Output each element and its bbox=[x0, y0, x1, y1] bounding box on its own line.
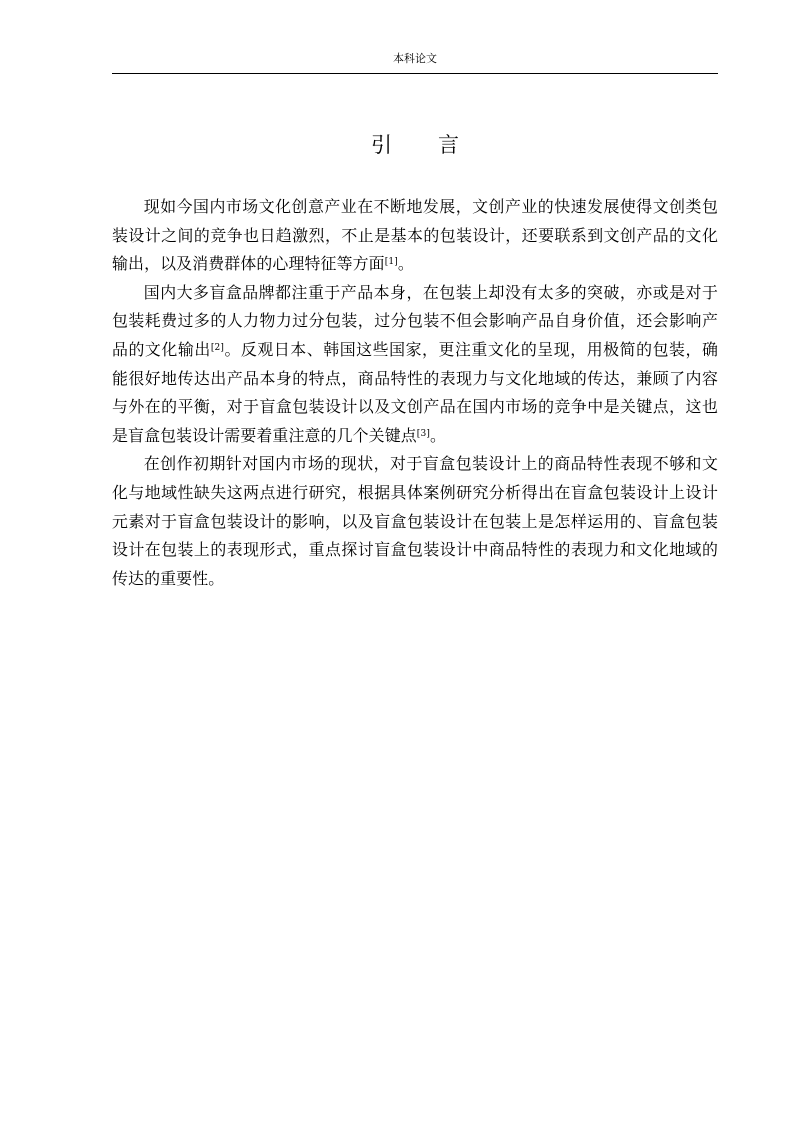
section-title bbox=[112, 130, 718, 160]
section-title-char-2: 言 bbox=[438, 133, 459, 157]
header-divider bbox=[112, 73, 718, 74]
citation-1: [1] bbox=[384, 257, 398, 268]
citation-2: [2] bbox=[210, 342, 225, 353]
body-text bbox=[112, 193, 718, 593]
section-title-char-1: 引 bbox=[371, 133, 392, 157]
running-header-title: 本科论文 bbox=[393, 52, 437, 65]
paragraph-2-text-a: 国内大多盲盒品牌都注重于产品本身，在包装上却没有太多的突破，亦或是对于包装耗费过多的人力物力过分包装，过分包装不但会影响产品自身价值，还会影响产品的文化输出 bbox=[112, 282, 718, 359]
paragraph-3 bbox=[112, 450, 718, 593]
paragraph-2 bbox=[112, 279, 718, 451]
paragraph-1 bbox=[112, 193, 718, 279]
running-header bbox=[112, 51, 718, 72]
paragraph-1-text: 现如今国内市场文化创意产业在不断地发展，文创产业的快速发展使得文创类包装设计之间的竞争也日趋激烈，不止是基本的包装设计，还要联系到文创产品的文化输出，以及消费群体的心理特征等方面 bbox=[112, 197, 718, 274]
paragraph-2-end: 。 bbox=[429, 425, 447, 445]
paragraph-3-text: 在创作初期针对国内市场的现状，对于盲盒包装设计上的商品特性表现不够和文化与地域性缺失这两点进行研究，根据具体案例研究分析得出在盲盒包装设计上设计元素对于盲盒包装设计的影响，以及盲盒包装设计在包装上是怎样运用的、盲盒包装设计在包装上的表现形式，重点探讨盲盒包装设计中商品特性的表现力和文化地域的传达的重要性。 bbox=[112, 454, 718, 588]
paragraph-2-text-b: 。反观日本、韩国这些国家，更注重文化的呈现，用极简的包装，确能很好地传达出产品本身的特点，商品特性的表现力与文化地域的传达，兼顾了内容与外在的平衡，对于盲盒包装设计以及文创产品在国内市场的竞争中是关键点，这也是盲盒包装设计需要着重注意的几个关键点 bbox=[112, 339, 719, 445]
paragraph-1-end: 。 bbox=[397, 254, 414, 274]
citation-3: [3] bbox=[416, 428, 430, 439]
